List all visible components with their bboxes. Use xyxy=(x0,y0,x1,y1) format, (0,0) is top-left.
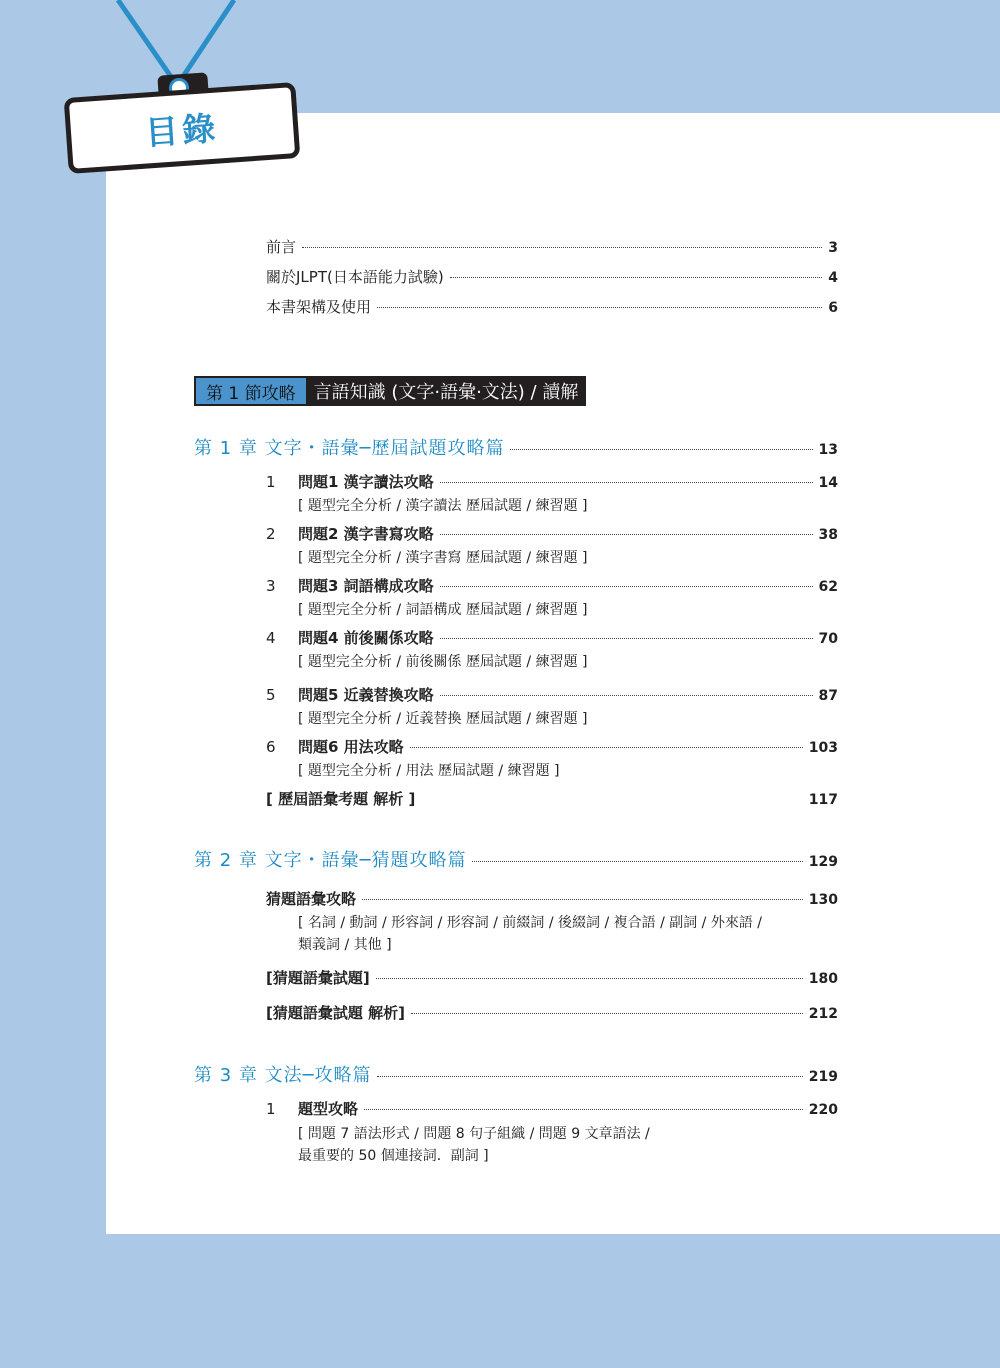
entry-page: 103 xyxy=(808,740,838,756)
dot-leader xyxy=(411,1013,803,1014)
entry-description: [ 名詞 / 動詞 / 形容詞 / 形容詞 / 前綴詞 / 後綴詞 / 複合語 / 副詞 / 外來語 / xyxy=(298,915,763,931)
entry-title: 問題4 前後關係攻略 xyxy=(298,629,434,647)
dot-leader xyxy=(510,449,812,450)
chapter-1-heading[interactable] xyxy=(194,434,838,460)
entry-page: 220 xyxy=(808,1102,838,1118)
entry-page: 6 xyxy=(828,300,838,316)
toc-tag xyxy=(64,82,301,174)
entry-page: 70 xyxy=(818,631,838,647)
entry-title: 本書架構及使用 xyxy=(266,298,372,316)
entry-page: 3 xyxy=(828,240,838,256)
entry-page: 13 xyxy=(818,442,838,458)
chapter-title: 第 1 章 文字・語彙─歷屆試題攻略篇 xyxy=(194,438,505,459)
entry-title: 前言 xyxy=(266,238,297,256)
chapter-title: 第 3 章 文法─攻略篇 xyxy=(194,1065,372,1086)
entry-page: 212 xyxy=(808,1006,838,1022)
entry-description: [ 題型完全分析 / 近義替換 歷屆試題 / 練習題 ] xyxy=(298,711,588,727)
dot-leader xyxy=(377,307,822,308)
toc-entry-q1[interactable] xyxy=(266,471,838,492)
dot-leader xyxy=(376,978,803,979)
entry-page: 14 xyxy=(818,475,838,491)
entry-page: 219 xyxy=(808,1069,838,1085)
entry-title: 猜題語彙攻略 xyxy=(266,890,357,908)
entry-page: 38 xyxy=(818,527,838,543)
dot-leader xyxy=(362,899,803,900)
section-banner xyxy=(194,376,586,406)
dot-leader xyxy=(440,638,813,639)
entry-number: 1 xyxy=(266,473,276,491)
toc-entry-q5[interactable] xyxy=(266,684,838,705)
dot-leader xyxy=(472,861,802,862)
toc-entry-preface[interactable] xyxy=(266,236,838,257)
chapter-title: 第 2 章 文字・語彙─猜題攻略篇 xyxy=(194,850,467,871)
toc-entry-q2[interactable] xyxy=(266,523,838,544)
entry-page: 130 xyxy=(808,892,838,908)
toc-entry-about-jlpt[interactable] xyxy=(266,266,838,287)
entry-title: 問題2 漢字書寫攻略 xyxy=(298,525,434,543)
entry-page: 117 xyxy=(808,792,838,808)
entry-description: [ 題型完全分析 / 漢字書寫 歷屆試題 / 練習題 ] xyxy=(298,550,588,566)
toc-entry-grammar-types[interactable] xyxy=(266,1098,838,1119)
dot-leader xyxy=(440,482,813,483)
entry-title: 問題1 漢字讀法攻略 xyxy=(298,473,434,491)
entry-title: [猜題語彙試題 解析] xyxy=(266,1004,405,1022)
entry-description: [ 問題 7 語法形式 / 問題 8 句子組織 / 問題 9 文章語法 / xyxy=(298,1126,650,1142)
toc-entry-q3[interactable] xyxy=(266,575,838,596)
entry-number: 3 xyxy=(266,577,276,595)
dot-leader xyxy=(450,277,823,278)
toc-entry-guess-answers[interactable] xyxy=(266,1002,838,1023)
section-title: 言語知識 (文字·語彙·文法) / 讀解 xyxy=(306,376,587,406)
entry-page: 87 xyxy=(818,688,838,704)
entry-title: 關於JLPT(日本語能力試驗) xyxy=(266,268,444,286)
entry-number: 5 xyxy=(266,686,276,704)
toc-entry-book-structure[interactable] xyxy=(266,296,838,317)
entry-description: [ 題型完全分析 / 前後關係 歷屆試題 / 練習題 ] xyxy=(298,654,588,670)
entry-title: [猜題語彙試題] xyxy=(266,969,370,987)
dot-leader xyxy=(364,1109,803,1110)
toc-entry-guess-test[interactable] xyxy=(266,967,838,988)
entry-number: 1 xyxy=(266,1100,276,1118)
entry-title: 問題3 詞語構成攻略 xyxy=(298,577,434,595)
dot-leader xyxy=(377,1076,802,1077)
dot-leader xyxy=(302,247,822,248)
section-label: 第 1 節攻略 xyxy=(194,376,306,406)
toc-entry-vocab-answers[interactable] xyxy=(266,788,838,809)
entry-description: 最重要的 50 個連接詞．副詞 ] xyxy=(298,1148,489,1164)
toc-entry-q6[interactable] xyxy=(266,736,838,757)
entry-page: 4 xyxy=(828,270,838,286)
entry-description: [ 題型完全分析 / 漢字讀法 歷屆試題 / 練習題 ] xyxy=(298,498,588,514)
chapter-3-heading[interactable] xyxy=(194,1061,838,1087)
toc-entry-q4[interactable] xyxy=(266,627,838,648)
entry-number: 6 xyxy=(266,738,276,756)
entry-description: 類義詞 / 其他 ] xyxy=(298,937,392,953)
entry-number: 2 xyxy=(266,525,276,543)
entry-description: [ 題型完全分析 / 詞語構成 歷屆試題 / 練習題 ] xyxy=(298,602,588,618)
entry-title: 問題6 用法攻略 xyxy=(298,738,404,756)
entry-number: 4 xyxy=(266,629,276,647)
entry-page: 62 xyxy=(818,579,838,595)
entry-page: 180 xyxy=(808,971,838,987)
dot-leader xyxy=(440,586,813,587)
dot-leader xyxy=(410,747,803,748)
entry-title: [ 歷屆語彙考題 解析 ] xyxy=(266,790,416,808)
dot-leader xyxy=(440,534,813,535)
dot-leader xyxy=(440,695,813,696)
entry-description: [ 題型完全分析 / 用法 歷屆試題 / 練習題 ] xyxy=(298,763,560,779)
entry-title: 問題5 近義替換攻略 xyxy=(298,686,434,704)
entry-title: 題型攻略 xyxy=(298,1100,359,1118)
entry-page: 129 xyxy=(808,854,838,870)
toc-entry-guess-vocab[interactable] xyxy=(266,888,838,909)
toc-heading: 目錄 xyxy=(143,107,221,153)
chapter-2-heading[interactable] xyxy=(194,846,838,872)
